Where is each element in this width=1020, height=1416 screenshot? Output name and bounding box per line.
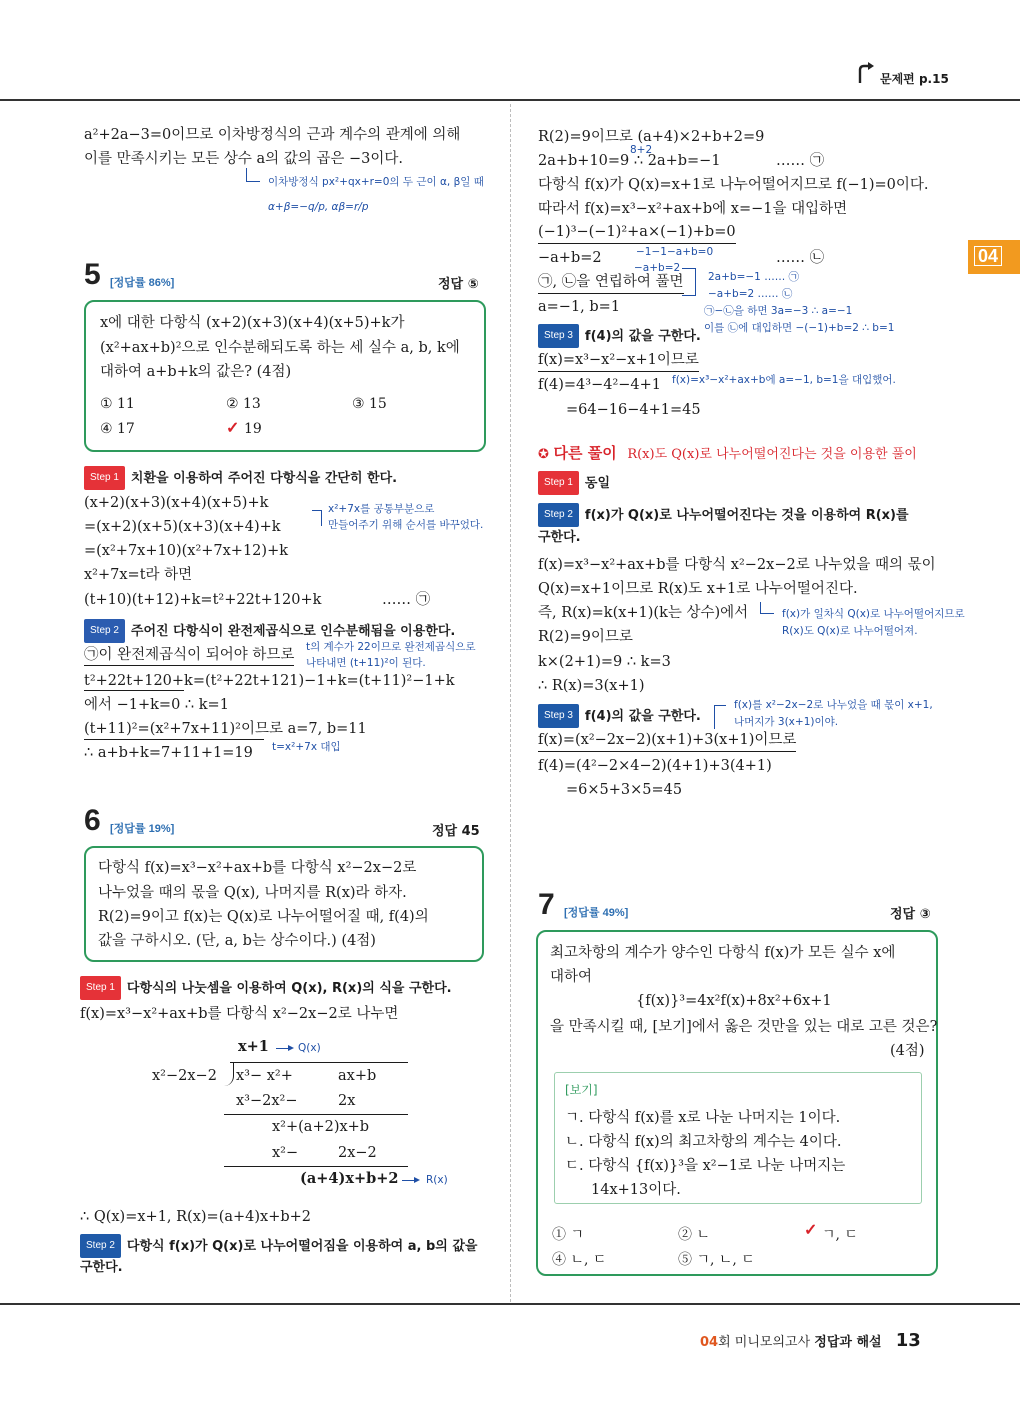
footer-label: 회 미니모의고사: [718, 1335, 815, 1350]
right-system-note-2: −a+b=2 …… ㉡: [708, 288, 793, 300]
alt-step2-text-2: 구한다.: [538, 530, 581, 545]
long-division: [140, 1034, 460, 1194]
right-work-10: f(4)=4³−4²−4+1: [538, 377, 662, 393]
alt-badge-icon: ✪: [538, 447, 549, 462]
column-divider: [510, 104, 511, 1302]
alt-work-1: f(x)=x³−x²+ax+b를 다항식 x²−2x−2로 나누었을 때의 몫이: [538, 557, 936, 573]
division-line-2: [224, 1166, 408, 1167]
footer-rule: [0, 1303, 1020, 1305]
q7-rate: [정답률 49%]: [564, 907, 629, 919]
check-mark-icon: ✓: [804, 1220, 818, 1239]
q5-note-bracket: [312, 510, 322, 526]
right-work-1: R(2)=9이므로 (a+4)×2+b+2=9: [538, 129, 765, 145]
alt-note-bracket: [760, 602, 774, 614]
right-note-10: f(x)=x³−x²+ax+b에 a=−1, b=1을 대입했어.: [672, 374, 896, 386]
q6-question-box: [84, 846, 484, 962]
q6-rate: [정답률 19%]: [110, 823, 175, 835]
q6-step1-heading: [80, 976, 452, 1000]
q5-option-3[interactable]: ③ 15: [352, 396, 387, 412]
side-tab-label: 04: [974, 246, 1002, 266]
q5-step1-badge: Step 1: [84, 466, 125, 490]
arrow-shaft: [276, 1048, 288, 1049]
q5-step2-text: 주어진 다항식이 완전제곱식으로 인수분해됨을 이용한다.: [130, 624, 456, 639]
q5-work-3: =(x²+7x+10)(x²+7x+12)+k: [84, 543, 288, 559]
q5-step2-heading: [84, 619, 455, 643]
q6-text-4: 값을 구하시오. (단, a, b는 상수이다.) (4점): [98, 933, 376, 949]
q6-number: 6: [84, 804, 101, 837]
q5-option-5[interactable]: 19: [244, 421, 262, 437]
q6-work-2: ∴ Q(x)=x+1, R(x)=(a+4)x+b+2: [80, 1209, 312, 1225]
q7-text-5: (4점): [890, 1043, 925, 1059]
q5-work-6: ㉠이 완전제곱식이 되어야 하므로: [84, 645, 294, 666]
q7-option-2[interactable]: ② ㄴ: [678, 1227, 710, 1243]
q5-option-4[interactable]: ④ 17: [100, 421, 135, 437]
alt-work-3: 즉, R(x)=k(x+1)(k는 상수)에서: [538, 605, 749, 621]
q7-text-4: 을 만족시킬 때, [보기]에서 옳은 것만을 있는 대로 고른 것은?: [550, 1019, 938, 1035]
q7-option-1[interactable]: ① ㄱ: [552, 1227, 584, 1243]
alt-heading: [538, 442, 917, 466]
division-remainder: (a+4)x+b+2: [300, 1170, 399, 1187]
alt-step3-text: f(4)의 값을 구한다.: [584, 709, 701, 724]
alt-step3-heading: [538, 704, 701, 728]
alt-work-5: k×(2+1)=9 ∴ k=3: [538, 654, 671, 670]
division-row-2a: x³−2x²−: [236, 1093, 298, 1109]
alt-step3-bracket: [714, 705, 726, 729]
alt-work-4: R(2)=9이므로: [538, 629, 633, 645]
q5-text-3: 대하여 a+b+k의 값은? (4점): [100, 364, 292, 380]
division-quotient: x+1: [238, 1038, 269, 1055]
q5-work-10: ∴ a+b+k=7+11+1=19: [84, 745, 253, 761]
q6-answer: 정답 45: [432, 824, 480, 839]
q5-note-5: t=x²+7x 대입: [272, 741, 341, 753]
right-work-11: =64−16−4+1=45: [566, 402, 701, 418]
q5-work-1: (x+2)(x+3)(x+4)(x+5)+k: [84, 495, 269, 511]
right-note-82: 8+2: [630, 144, 653, 156]
right-work-3: 다항식 f(x)가 Q(x)=x+1로 나누어떨어지므로 f(−1)=0이다.: [538, 177, 929, 193]
q5-step1-text: 치환을 이용하여 주어진 다항식을 간단히 한다.: [130, 471, 398, 486]
division-row-1a: x³− x²+: [236, 1068, 293, 1084]
q6-step1-badge: Step 1: [80, 976, 121, 1000]
q5-work-2: =(x+2)(x+5)(x+3)(x+4)+k: [84, 519, 281, 535]
q6-step2-heading: [80, 1234, 477, 1258]
q6-text-1: 다항식 f(x)=x³−x²+ax+b를 다항식 x²−2x−2로: [98, 860, 417, 876]
q6-step1-text: 다항식의 나눗셈을 이용하여 Q(x), R(x)의 식을 구한다.: [126, 981, 452, 996]
q5-underline-2: [84, 739, 264, 740]
q5-work-8: 에서 −1+k=0 ∴ k=1: [84, 697, 229, 713]
q7-text-2: 대하여: [550, 969, 593, 985]
division-row-2b: 2x: [338, 1093, 356, 1109]
left-top-line-1: a²+2a−3=0이므로 이차방정식의 근과 계수의 관계에 의해: [84, 127, 461, 143]
q7-number: 7: [538, 888, 555, 921]
q6-text-2: 나누었을 때의 몫을 Q(x), 나머지를 R(x)라 하자.: [98, 885, 407, 901]
division-remainder-note: R(x): [426, 1174, 448, 1186]
right-note-5: −1−1−a+b=0: [636, 246, 714, 258]
header-rule: [0, 99, 1020, 101]
alt-step3-note-2: 나머지가 3(x+1)이야.: [734, 716, 839, 728]
footer-round: 04: [700, 1335, 719, 1350]
right-system-note-1: 2a+b=−1 …… ㉠: [708, 271, 800, 283]
arrow-right-icon: [288, 1045, 294, 1051]
division-line-1: [224, 1114, 408, 1115]
alt-note-1: f(x)가 일차식 Q(x)로 나누어떨어지므로: [782, 608, 965, 620]
alt-step2-badge: Step 2: [538, 503, 579, 527]
right-step3-text: f(4)의 값을 구한다.: [584, 329, 701, 344]
footer-bold: 정답과 해설: [814, 1335, 882, 1350]
left-top-note-2: α+β=−q/p, αβ=r/p: [268, 201, 369, 213]
q7-bogi-2: ㄴ. 다항식 f(x)의 최고차항의 계수는 4이다.: [565, 1134, 842, 1150]
q6-step2-text-2: 구한다.: [80, 1260, 123, 1275]
alt-subtitle: R(x)도 Q(x)로 나누어떨어진다는 것을 이용한 풀이: [627, 447, 917, 462]
left-top-line-2: 이를 만족시키는 모든 상수 a의 값의 곱은 −3이다.: [84, 151, 404, 167]
q7-bogi-title: [보기]: [565, 1083, 598, 1097]
header-reference: 문제편 p.15: [880, 72, 949, 86]
arrow-right-icon: [414, 1177, 420, 1183]
alt-work-9: =6×5+3×5=45: [566, 782, 683, 798]
q7-option-4[interactable]: ④ ㄴ, ㄷ: [552, 1252, 607, 1268]
q7-option-3[interactable]: ㄱ, ㄷ: [822, 1227, 858, 1243]
check-mark-icon: ✓: [226, 418, 240, 437]
alt-step3-note-1: f(x)를 x²−2x−2로 나누었을 때 몫이 x+1,: [734, 699, 933, 711]
arrow-up-icon: [856, 62, 876, 84]
division-row-4b: 2x−2: [338, 1145, 377, 1161]
q5-note-1: x²+7x를 공통부분으로: [328, 503, 435, 515]
q7-answer: 정답 ③: [890, 907, 931, 922]
q6-step2-badge: Step 2: [80, 1234, 121, 1258]
alt-step1-heading: [538, 471, 610, 495]
q5-text-1: x에 대한 다항식 (x+2)(x+3)(x+4)(x+5)+k가: [100, 315, 405, 331]
q5-step1-heading: [84, 466, 397, 490]
alt-title: 다른 풀이: [553, 444, 617, 462]
q5-work-9: (t+11)²=(x²+7x+11)²이므로 a=7, b=11: [84, 721, 367, 737]
note-connector: [246, 168, 260, 182]
right-work-7: ㉠, ㉡을 연립하여 풀면: [538, 272, 684, 294]
alt-step2-heading: [538, 503, 909, 527]
q5-work-4: x²+7x=t라 하면: [84, 567, 193, 583]
right-work-6: −a+b=2: [538, 250, 602, 266]
right-work-4: 따라서 f(x)=x³−x²+ax+b에 x=−1을 대입하면: [538, 201, 848, 217]
q7-bogi-box: [554, 1072, 922, 1204]
q7-text-3: {f(x)}³=4x²f(x)+8x²+6x+1: [636, 993, 832, 1009]
q5-text-2: (x²+ax+b)²으로 인수분해되도록 하는 세 실수 a, b, k에: [100, 340, 460, 356]
q7-bogi-4: 14x+13이다.: [591, 1182, 681, 1198]
right-step3-badge: Step 3: [538, 324, 579, 348]
q5-note-2: 만들어주기 위해 순서를 바꾸었다.: [328, 519, 484, 531]
q7-bogi-3: ㄷ. 다항식 {f(x)}³을 x²−1로 나눈 나머지는: [565, 1158, 846, 1174]
right-step3-heading: [538, 324, 701, 348]
alt-work-8: f(4)=(4²−2×4−2)(4+1)+3(4+1): [538, 758, 772, 774]
right-system-note-4: 이를 ㉡에 대입하면 −(−1)+b=2 ∴ b=1: [704, 322, 895, 334]
right-note-6: −a+b=2: [634, 262, 681, 274]
right-work-2: 2a+b+10=9 ∴ 2a+b=−1: [538, 153, 721, 169]
q6-text-3: R(2)=9이고 f(x)는 Q(x)로 나누어떨어질 때, f(4)의: [98, 909, 429, 925]
division-bracket: [224, 1062, 234, 1086]
q7-text-1: 최고차항의 계수가 양수인 다항식 f(x)가 모든 실수 x에: [550, 945, 896, 961]
left-top-note-1: 이차방정식 px²+qx+r=0의 두 근이 α, β일 때: [268, 176, 484, 188]
side-tab[interactable]: [968, 240, 1020, 274]
q5-note-3: t의 계수가 22이므로 완전제곱식으로: [306, 641, 476, 653]
q5-step2-badge: Step 2: [84, 619, 125, 643]
q5-question-box: [84, 300, 486, 452]
alt-step1-text: 동일: [584, 476, 611, 491]
q5-work-5: (t+10)(t+12)+k=t²+22t+120+k: [84, 592, 322, 608]
q7-bogi-1: ㄱ. 다항식 f(x)를 x로 나눈 나머지는 1이다.: [565, 1110, 841, 1126]
q5-work-5-tag: …… ㉠: [382, 592, 431, 608]
page-header: [0, 0, 1020, 100]
alt-work-7: f(x)=(x²−2x−2)(x+1)+3(x+1)이므로: [538, 730, 796, 752]
division-divisor: x²−2x−2: [152, 1068, 217, 1084]
right-work-9: f(x)=x³−x²−x+1이므로: [538, 350, 699, 372]
right-work-6-tag: …… ㉡: [776, 250, 825, 266]
q5-option-1[interactable]: ① 11: [100, 396, 135, 412]
q7-option-5[interactable]: ⑤ ㄱ, ㄴ, ㄷ: [678, 1252, 755, 1268]
q5-option-2[interactable]: ② 13: [226, 396, 261, 412]
q5-underline: [84, 690, 184, 691]
division-bar: [230, 1062, 408, 1063]
q5-work-7: t²+22t+120+k=(t²+22t+121)−1+k=(t+11)²−1+k: [84, 673, 455, 689]
right-system-note-3: ㉠−㉡을 하면 3a=−3 ∴ a=−1: [704, 305, 853, 317]
arrow-shaft-2: [402, 1180, 414, 1181]
right-work-8: a=−1, b=1: [538, 299, 621, 315]
q5-number: 5: [84, 258, 101, 291]
division-row-1b: ax+b: [338, 1068, 377, 1084]
alt-step2-text: f(x)가 Q(x)로 나누어떨어진다는 것을 이용하여 R(x)를: [584, 508, 909, 523]
alt-step1-badge: Step 1: [538, 471, 579, 495]
right-work-5: (−1)³−(−1)²+a×(−1)+b=0: [538, 222, 736, 244]
q6-work-1: f(x)=x³−x²+ax+b를 다항식 x²−2x−2로 나누면: [80, 1006, 399, 1022]
alt-work-2: Q(x)=x+1이므로 R(x)도 x+1로 나누어떨어진다.: [538, 581, 858, 597]
alt-work-6: ∴ R(x)=3(x+1): [538, 678, 645, 694]
alt-step3-badge: Step 3: [538, 704, 579, 728]
right-system-bracket: [682, 268, 696, 296]
right-work-2-tag: …… ㉠: [776, 153, 825, 169]
alt-note-2: R(x)도 Q(x)로 나누어떨어져.: [782, 625, 918, 637]
page-number: 13: [895, 1330, 921, 1351]
division-row-3: x²+(a+2)x+b: [272, 1119, 370, 1135]
q5-answer: 정답 ⑤: [438, 277, 479, 292]
division-row-4a: x²−: [272, 1145, 299, 1161]
page-footer: [700, 1330, 921, 1351]
q5-rate: [정답률 86%]: [110, 277, 175, 289]
q5-note-4: 나타내면 (t+11)²이 된다.: [306, 657, 426, 669]
q7-question-box: [536, 930, 938, 1276]
division-quotient-note: Q(x): [298, 1042, 321, 1054]
q6-step2-text: 다항식 f(x)가 Q(x)로 나누어떨어짐을 이용하여 a, b의 값을: [126, 1239, 478, 1254]
